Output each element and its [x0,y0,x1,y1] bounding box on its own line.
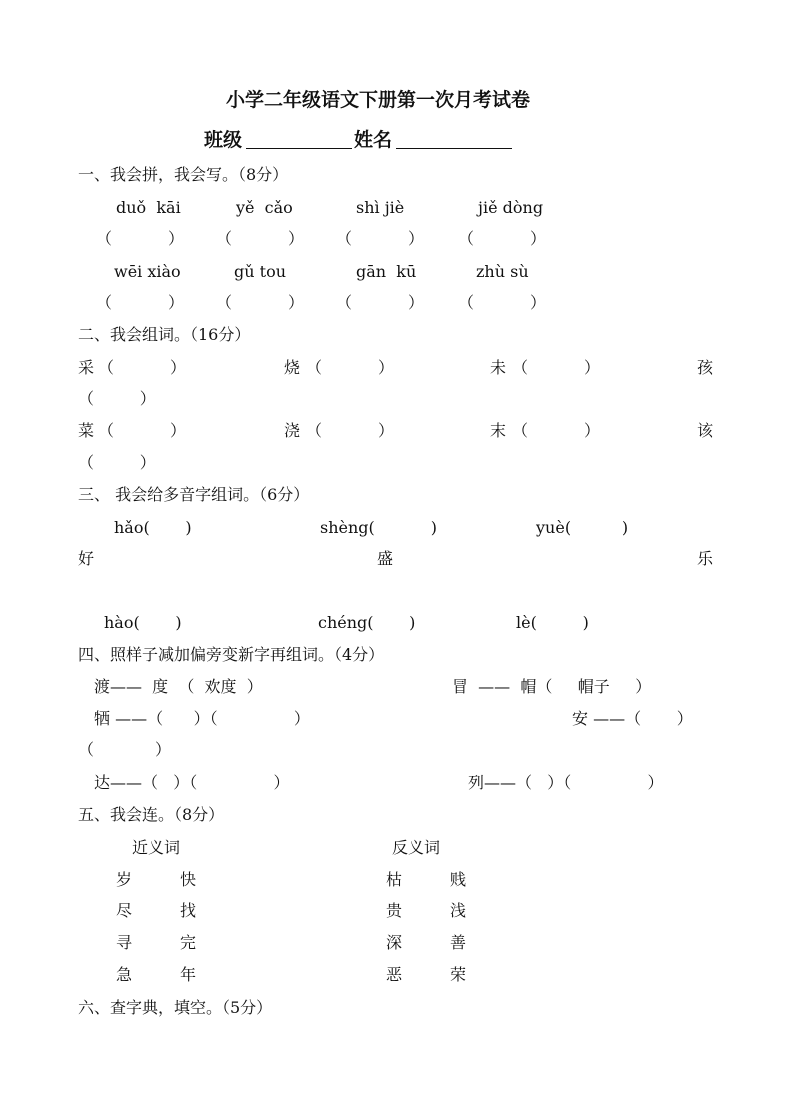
section-6-heading: 六、查字典，填空。（5分） [78,998,273,1017]
page-title: 小学二年级语文下册第一次月考试卷 [226,89,531,111]
char: 该 [697,421,714,440]
pinyin: wēi xiào [114,262,181,281]
match-char[interactable]: 完 [180,933,197,952]
match-char[interactable]: 浅 [450,901,467,920]
pinyin: duǒ kāi [116,198,181,217]
answer-blank[interactable]: （ ） [96,293,184,312]
char: 乐 [697,549,714,568]
match-char[interactable]: 岁 [116,870,133,889]
answer-blank[interactable]: （ ） [336,229,424,248]
pinyin: yě cǎo [236,198,293,217]
pinyin: gǔ tou [234,262,286,281]
answer-blank[interactable]: （ ） [98,421,186,440]
match-char[interactable]: 寻 [116,933,133,952]
exercise-row[interactable]: （ ） [78,740,172,759]
answer-blank[interactable]: （ ） [306,358,394,377]
answer-blank[interactable]: （ ） [78,453,156,472]
polyphone-blank[interactable]: chéng( ) [318,613,416,632]
example-2: 冒 —— 帽（ 帽子 ） [452,677,652,696]
match-char[interactable]: 恶 [386,965,403,984]
char: 采 [78,358,95,377]
match-char[interactable]: 善 [450,933,467,952]
answer-blank[interactable]: （ ） [336,293,424,312]
pinyin: jiě dòng [478,198,544,217]
char: 未 [490,358,507,377]
char: 好 [78,549,95,568]
pinyin: shì jiè [356,198,405,217]
answer-blank[interactable]: （ ） [96,229,184,248]
name-blank[interactable] [396,130,512,149]
char: 末 [490,421,507,440]
section-5-heading: 五、我会连。（8分） [78,805,225,824]
answer-blank[interactable]: （ ） [512,421,600,440]
example-1: 渡—— 度 （ 欢度 ） [94,677,263,696]
polyphone-blank[interactable]: hǎo( ) [114,518,192,537]
char: 烧 [284,358,301,377]
section-1-heading: 一、我会拼，我会写。（8分） [78,165,289,184]
answer-blank[interactable]: （ ） [216,229,304,248]
name-label: 姓名 [354,129,393,151]
match-char[interactable]: 贵 [386,901,403,920]
pinyin: zhù sù [476,262,529,281]
char: 孩 [697,358,714,377]
char: 盛 [377,549,394,568]
char: 浇 [284,421,301,440]
answer-blank[interactable]: （ ） [216,293,304,312]
answer-blank[interactable]: （ ） [458,229,546,248]
answer-blank[interactable]: （ ） [306,421,394,440]
match-char[interactable]: 年 [180,965,197,984]
char: 菜 [78,421,95,440]
polyphone-blank[interactable]: shèng( ) [320,518,437,537]
match-char[interactable]: 急 [116,965,133,984]
pinyin: gān kū [356,262,417,281]
answer-blank[interactable]: （ ） [98,358,186,377]
match-char[interactable]: 贱 [450,870,467,889]
match-char[interactable]: 快 [180,870,197,889]
match-char[interactable]: 深 [386,933,403,952]
antonyms-title: 反义词 [392,838,441,857]
match-char[interactable]: 找 [180,901,197,920]
exercise-row[interactable]: 安 ——（ ） [572,709,693,728]
answer-blank[interactable]: （ ） [458,293,546,312]
polyphone-blank[interactable]: lè( ) [516,613,589,632]
section-4-heading: 四、照样子减加偏旁变新字再组词。（4分） [78,645,385,664]
exercise-row[interactable]: 达——（ ）（ ） [94,773,290,792]
match-char[interactable]: 尽 [116,901,133,920]
exercise-row[interactable]: 牺 ——（ ）（ ） [94,709,310,728]
class-label: 班级 [204,129,243,151]
synonyms-title: 近义词 [132,838,181,857]
match-char[interactable]: 枯 [386,870,403,889]
exercise-row[interactable]: 列——（ ）（ ） [468,773,664,792]
answer-blank[interactable]: （ ） [512,358,600,377]
match-char[interactable]: 荣 [450,965,467,984]
section-2-heading: 二、我会组词。（16分） [78,325,251,344]
polyphone-blank[interactable]: yuè( ) [536,518,629,537]
section-3-heading: 三、 我会给多音字组词。（6分） [78,485,310,504]
class-blank[interactable] [246,130,352,149]
polyphone-blank[interactable]: hào( ) [104,613,182,632]
answer-blank[interactable]: （ ） [78,389,156,408]
